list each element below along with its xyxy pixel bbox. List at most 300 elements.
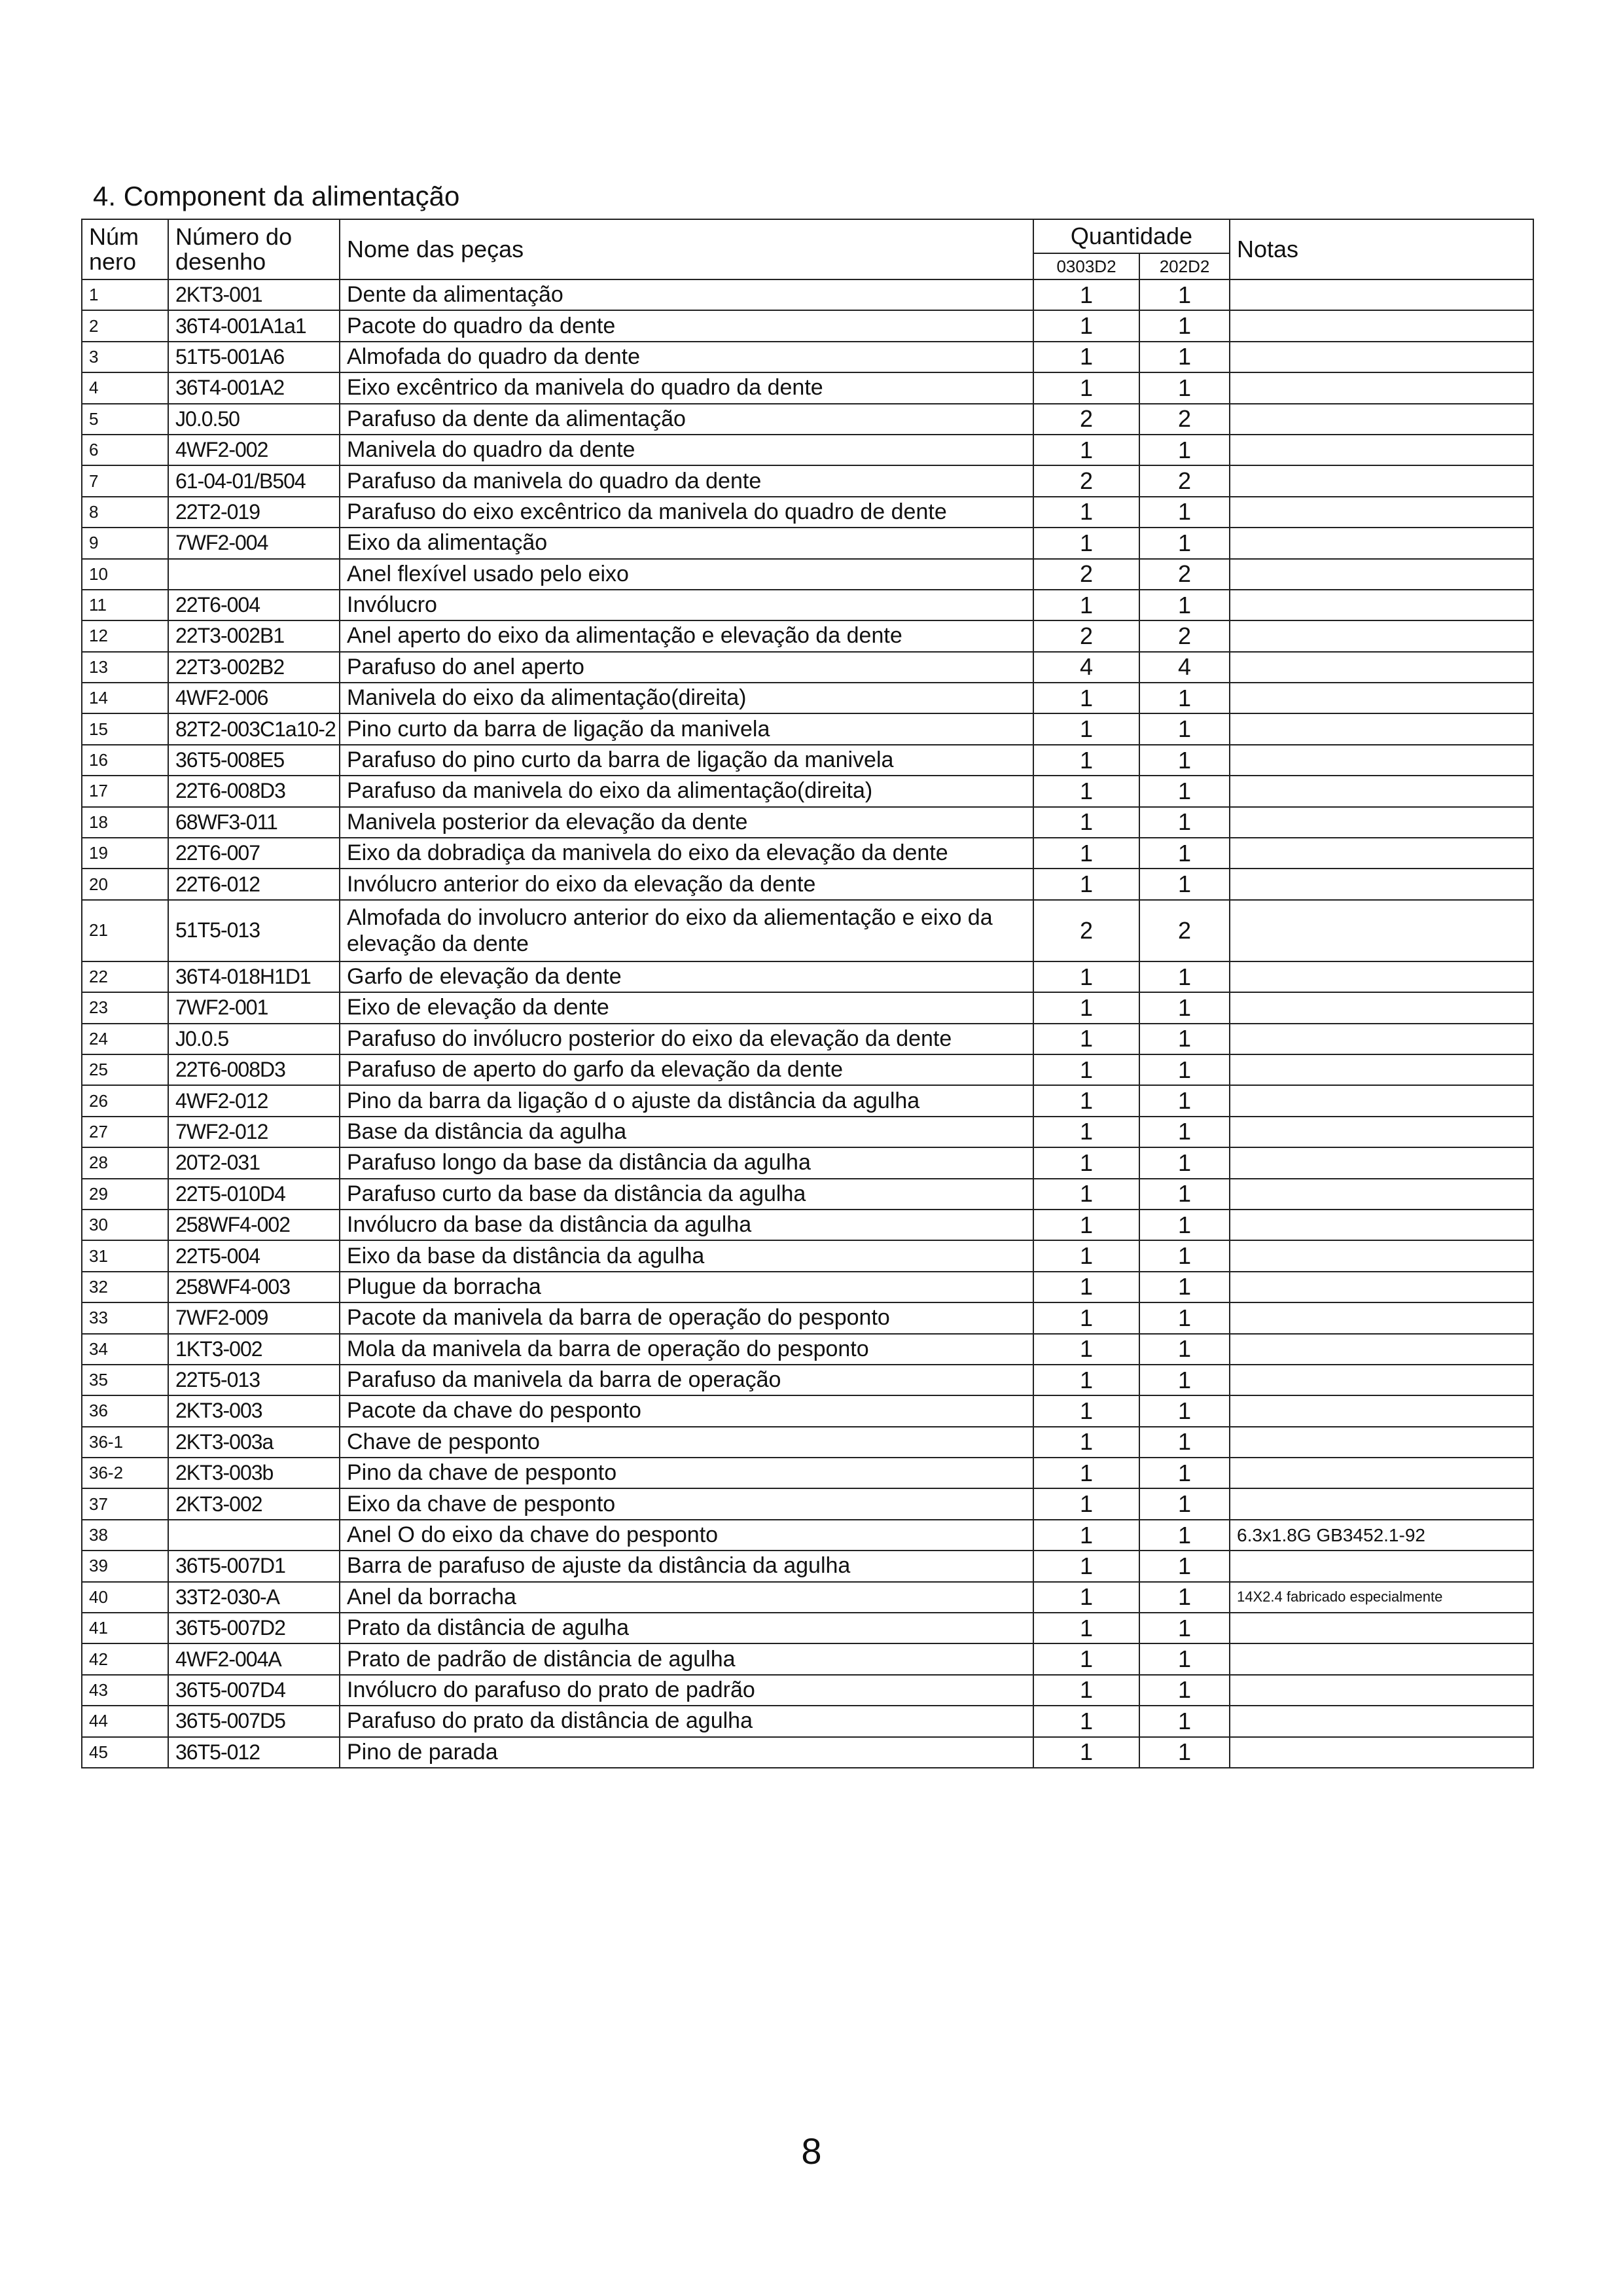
row-number: 9 [82, 528, 168, 558]
notes-cell [1230, 1024, 1533, 1054]
quantity-0303d2: 1 [1033, 1488, 1139, 1519]
drawing-number: 36T4-001A2 [168, 372, 340, 403]
table-row [82, 372, 1533, 403]
table-row [82, 900, 1533, 961]
part-name: Prato da distância de agulha [340, 1613, 1033, 1643]
quantity-202d2: 1 [1139, 310, 1230, 341]
quantity-202d2: 1 [1139, 776, 1230, 806]
part-name: Anel aperto do eixo da alimentação e elevação da dente [340, 620, 1033, 651]
quantity-0303d2: 1 [1033, 1582, 1139, 1613]
notes-cell [1230, 1395, 1533, 1426]
part-name: Dente da alimentação [340, 279, 1033, 310]
quantity-0303d2: 1 [1033, 279, 1139, 310]
quantity-0303d2: 1 [1033, 1395, 1139, 1426]
quantity-202d2: 1 [1139, 1458, 1230, 1488]
quantity-0303d2: 1 [1033, 1365, 1139, 1395]
table-row [82, 559, 1533, 590]
row-number: 20 [82, 869, 168, 899]
quantity-0303d2: 1 [1033, 1179, 1139, 1210]
part-name: Parafuso da manivela do eixo da alimentação(direita) [340, 776, 1033, 806]
drawing-number: J0.0.50 [168, 404, 340, 435]
table-row [82, 1334, 1533, 1365]
table-row [82, 1675, 1533, 1706]
quantity-202d2: 1 [1139, 372, 1230, 403]
quantity-202d2: 1 [1139, 961, 1230, 992]
table-row [82, 838, 1533, 869]
drawing-number [168, 559, 340, 590]
quantity-0303d2: 2 [1033, 465, 1139, 496]
part-name: Chave de pesponto [340, 1427, 1033, 1458]
parts-table [81, 219, 1534, 1768]
row-number: 26 [82, 1085, 168, 1116]
notes-cell [1230, 342, 1533, 372]
row-number: 17 [82, 776, 168, 806]
row-number: 21 [82, 900, 168, 961]
drawing-number: 22T5-004 [168, 1240, 340, 1271]
quantity-202d2: 1 [1139, 745, 1230, 776]
table-row [82, 683, 1533, 713]
notes-cell [1230, 1334, 1533, 1365]
quantity-0303d2: 1 [1033, 1334, 1139, 1365]
part-name: Parafuso da dente da alimentação [340, 404, 1033, 435]
quantity-0303d2: 1 [1033, 776, 1139, 806]
row-number: 36-1 [82, 1427, 168, 1458]
row-number: 33 [82, 1302, 168, 1333]
table-row [82, 1395, 1533, 1426]
column-header-quantity: Quantidade [1033, 219, 1230, 253]
quantity-0303d2: 2 [1033, 620, 1139, 651]
quantity-0303d2: 1 [1033, 1117, 1139, 1147]
part-name: Pino curto da barra de ligação da manivela [340, 713, 1033, 744]
drawing-number: 22T5-010D4 [168, 1179, 340, 1210]
quantity-202d2: 1 [1139, 1488, 1230, 1519]
part-name: Eixo da dobradiça da manivela do eixo da elevação da dente [340, 838, 1033, 869]
quantity-0303d2: 1 [1033, 1737, 1139, 1768]
drawing-number: 7WF2-012 [168, 1117, 340, 1147]
part-name: Almofada do involucro anterior do eixo da aliementação e eixo da elevação da dente [340, 900, 1033, 961]
quantity-0303d2: 1 [1033, 1706, 1139, 1736]
part-name: Parafuso da manivela da barra de operação [340, 1365, 1033, 1395]
row-number: 5 [82, 404, 168, 435]
drawing-number: 22T6-007 [168, 838, 340, 869]
drawing-number: 1KT3-002 [168, 1334, 340, 1365]
drawing-number: 22T5-013 [168, 1365, 340, 1395]
row-number: 18 [82, 807, 168, 838]
quantity-202d2: 1 [1139, 342, 1230, 372]
row-number: 4 [82, 372, 168, 403]
row-number: 31 [82, 1240, 168, 1271]
quantity-202d2: 1 [1139, 1024, 1230, 1054]
table-row [82, 1643, 1533, 1674]
table-row [82, 1240, 1533, 1271]
drawing-number: 36T5-007D2 [168, 1613, 340, 1643]
drawing-number: 2KT3-003b [168, 1458, 340, 1488]
notes-cell [1230, 776, 1533, 806]
part-name: Parafuso do pino curto da barra de ligação da manivela [340, 745, 1033, 776]
drawing-number: 4WF2-004A [168, 1643, 340, 1674]
quantity-202d2: 1 [1139, 1613, 1230, 1643]
table-row [82, 1551, 1533, 1581]
notes-cell [1230, 869, 1533, 899]
table-row [82, 1210, 1533, 1240]
part-name: Anel da borracha [340, 1582, 1033, 1613]
quantity-0303d2: 1 [1033, 528, 1139, 558]
quantity-202d2: 1 [1139, 1582, 1230, 1613]
part-name: Parafuso de aperto do garfo da elevação da dente [340, 1054, 1033, 1085]
drawing-number: 22T6-008D3 [168, 776, 340, 806]
quantity-202d2: 1 [1139, 590, 1230, 620]
table-row [82, 620, 1533, 651]
part-name: Parafuso do eixo excêntrico da manivela do quadro de dente [340, 497, 1033, 528]
row-number: 36 [82, 1395, 168, 1426]
quantity-202d2: 1 [1139, 683, 1230, 713]
row-number: 8 [82, 497, 168, 528]
quantity-0303d2: 1 [1033, 1458, 1139, 1488]
row-number: 13 [82, 652, 168, 683]
notes-cell [1230, 1613, 1533, 1643]
notes-cell [1230, 497, 1533, 528]
notes-cell [1230, 1488, 1533, 1519]
drawing-number: 22T2-019 [168, 497, 340, 528]
table-row [82, 1737, 1533, 1768]
notes-cell [1230, 1427, 1533, 1458]
row-number: 30 [82, 1210, 168, 1240]
table-row [82, 528, 1533, 558]
notes-cell [1230, 652, 1533, 683]
notes-cell [1230, 620, 1533, 651]
notes-cell [1230, 372, 1533, 403]
column-header-num: Núm nero [82, 219, 168, 279]
quantity-202d2: 1 [1139, 435, 1230, 465]
row-number: 45 [82, 1737, 168, 1768]
notes-cell [1230, 1365, 1533, 1395]
part-name: Pacote da manivela da barra de operação do pesponto [340, 1302, 1033, 1333]
notes-cell [1230, 1054, 1533, 1085]
drawing-number: 36T5-007D5 [168, 1706, 340, 1736]
quantity-0303d2: 1 [1033, 1054, 1139, 1085]
part-name: Invólucro da base da distância da agulha [340, 1210, 1033, 1240]
table-row [82, 1054, 1533, 1085]
drawing-number: 36T5-012 [168, 1737, 340, 1768]
quantity-202d2: 1 [1139, 1179, 1230, 1210]
quantity-202d2: 1 [1139, 1147, 1230, 1178]
drawing-number: J0.0.5 [168, 1024, 340, 1054]
quantity-0303d2: 1 [1033, 1643, 1139, 1674]
quantity-0303d2: 1 [1033, 372, 1139, 403]
part-name: Invólucro anterior do eixo da elevação da dente [340, 869, 1033, 899]
table-row [82, 465, 1533, 496]
row-number: 12 [82, 620, 168, 651]
quantity-202d2: 1 [1139, 279, 1230, 310]
quantity-0303d2: 1 [1033, 1427, 1139, 1458]
quantity-0303d2: 1 [1033, 1613, 1139, 1643]
quantity-0303d2: 1 [1033, 745, 1139, 776]
row-number: 35 [82, 1365, 168, 1395]
part-name: Parafuso do prato da distância de agulha [340, 1706, 1033, 1736]
quantity-0303d2: 1 [1033, 961, 1139, 992]
notes-cell [1230, 1210, 1533, 1240]
drawing-number: 4WF2-012 [168, 1085, 340, 1116]
row-number: 28 [82, 1147, 168, 1178]
column-header-part-name: Nome das peças [340, 219, 1033, 279]
quantity-202d2: 1 [1139, 1643, 1230, 1674]
table-row [82, 1085, 1533, 1116]
drawing-number: 4WF2-006 [168, 683, 340, 713]
quantity-202d2: 1 [1139, 497, 1230, 528]
quantity-0303d2: 1 [1033, 1024, 1139, 1054]
quantity-0303d2: 1 [1033, 1085, 1139, 1116]
notes-cell [1230, 590, 1533, 620]
drawing-number: 258WF4-002 [168, 1210, 340, 1240]
table-row [82, 1613, 1533, 1643]
drawing-number: 36T4-001A1a1 [168, 310, 340, 341]
part-name: Anel flexível usado pelo eixo [340, 559, 1033, 590]
notes-cell [1230, 807, 1533, 838]
notes-cell [1230, 310, 1533, 341]
notes-cell [1230, 465, 1533, 496]
table-row [82, 310, 1533, 341]
quantity-202d2: 1 [1139, 1737, 1230, 1768]
drawing-number: 2KT3-002 [168, 1488, 340, 1519]
row-number: 1 [82, 279, 168, 310]
table-row [82, 404, 1533, 435]
table-row [82, 1179, 1533, 1210]
notes-cell [1230, 1147, 1533, 1178]
drawing-number: 22T3-002B1 [168, 620, 340, 651]
quantity-202d2: 1 [1139, 713, 1230, 744]
quantity-202d2: 1 [1139, 992, 1230, 1023]
drawing-number: 2KT3-001 [168, 279, 340, 310]
part-name: Garfo de elevação da dente [340, 961, 1033, 992]
row-number: 29 [82, 1179, 168, 1210]
notes-cell [1230, 404, 1533, 435]
part-name: Pino da chave de pesponto [340, 1458, 1033, 1488]
row-number: 41 [82, 1613, 168, 1643]
column-header-qty-202d2: 202D2 [1139, 253, 1230, 279]
part-name: Manivela do eixo da alimentação(direita) [340, 683, 1033, 713]
drawing-number: 4WF2-002 [168, 435, 340, 465]
row-number: 22 [82, 961, 168, 992]
quantity-0303d2: 1 [1033, 310, 1139, 341]
quantity-202d2: 2 [1139, 465, 1230, 496]
table-row [82, 961, 1533, 992]
table-row [82, 1147, 1533, 1178]
part-name: Eixo da alimentação [340, 528, 1033, 558]
quantity-202d2: 2 [1139, 620, 1230, 651]
quantity-202d2: 1 [1139, 1240, 1230, 1271]
page-number: 8 [801, 2130, 822, 2172]
row-number: 42 [82, 1643, 168, 1674]
notes-cell [1230, 992, 1533, 1023]
quantity-202d2: 1 [1139, 1272, 1230, 1302]
quantity-0303d2: 2 [1033, 900, 1139, 961]
table-row [82, 1365, 1533, 1395]
quantity-0303d2: 4 [1033, 652, 1139, 683]
part-name: Parafuso do invólucro posterior do eixo da elevação da dente [340, 1024, 1033, 1054]
notes-cell [1230, 683, 1533, 713]
notes-cell [1230, 1302, 1533, 1333]
part-name: Parafuso curto da base da distância da agulha [340, 1179, 1033, 1210]
notes-cell [1230, 1737, 1533, 1768]
part-name: Anel O do eixo da chave do pesponto [340, 1520, 1033, 1551]
table-row [82, 279, 1533, 310]
part-name: Parafuso longo da base da distância da agulha [340, 1147, 1033, 1178]
quantity-0303d2: 1 [1033, 1210, 1139, 1240]
quantity-202d2: 1 [1139, 807, 1230, 838]
table-row [82, 992, 1533, 1023]
quantity-0303d2: 1 [1033, 1147, 1139, 1178]
part-name: Invólucro [340, 590, 1033, 620]
column-header-drawing-number: Número do desenho [168, 219, 340, 279]
drawing-number: 22T6-008D3 [168, 1054, 340, 1085]
drawing-number: 82T2-003C1a10-2 [168, 713, 340, 744]
row-number: 14 [82, 683, 168, 713]
notes-cell [1230, 838, 1533, 869]
quantity-0303d2: 1 [1033, 992, 1139, 1023]
row-number: 27 [82, 1117, 168, 1147]
quantity-0303d2: 1 [1033, 807, 1139, 838]
drawing-number: 36T5-008E5 [168, 745, 340, 776]
drawing-number: 7WF2-004 [168, 528, 340, 558]
table-row [82, 652, 1533, 683]
drawing-number: 61-04-01/B504 [168, 465, 340, 496]
notes-cell [1230, 1179, 1533, 1210]
drawing-number: 22T3-002B2 [168, 652, 340, 683]
notes-cell [1230, 1272, 1533, 1302]
section-title: 4. Component da alimentação [93, 181, 460, 211]
notes-cell [1230, 559, 1533, 590]
quantity-202d2: 1 [1139, 1395, 1230, 1426]
table-row [82, 497, 1533, 528]
drawing-number: 22T6-004 [168, 590, 340, 620]
quantity-0303d2: 2 [1033, 404, 1139, 435]
part-name: Mola da manivela da barra de operação do pesponto [340, 1334, 1033, 1365]
notes-cell [1230, 1551, 1533, 1581]
table-row [82, 1272, 1533, 1302]
notes-cell [1230, 745, 1533, 776]
row-number: 37 [82, 1488, 168, 1519]
part-name: Prato de padrão de distância de agulha [340, 1643, 1033, 1674]
part-name: Pino da barra da ligação d o ajuste da distância da agulha [340, 1085, 1033, 1116]
quantity-0303d2: 1 [1033, 683, 1139, 713]
quantity-202d2: 1 [1139, 1085, 1230, 1116]
notes-cell [1230, 1675, 1533, 1706]
notes-cell [1230, 713, 1533, 744]
table-row [82, 869, 1533, 899]
drawing-number: 258WF4-003 [168, 1272, 340, 1302]
table-row [82, 807, 1533, 838]
quantity-202d2: 1 [1139, 1054, 1230, 1085]
quantity-202d2: 1 [1139, 1520, 1230, 1551]
row-number: 10 [82, 559, 168, 590]
row-number: 39 [82, 1551, 168, 1581]
notes-cell [1230, 1706, 1533, 1736]
table-row [82, 1582, 1533, 1613]
row-number: 11 [82, 590, 168, 620]
drawing-number: 51T5-001A6 [168, 342, 340, 372]
quantity-0303d2: 1 [1033, 713, 1139, 744]
notes-cell [1230, 1117, 1533, 1147]
table-row [82, 776, 1533, 806]
row-number: 36-2 [82, 1458, 168, 1488]
part-name: Pacote do quadro da dente [340, 310, 1033, 341]
row-number: 40 [82, 1582, 168, 1613]
notes-cell: 14X2.4 fabricado especialmente [1230, 1582, 1533, 1613]
quantity-0303d2: 1 [1033, 590, 1139, 620]
quantity-202d2: 1 [1139, 1334, 1230, 1365]
row-number: 3 [82, 342, 168, 372]
notes-cell [1230, 279, 1533, 310]
notes-cell [1230, 1643, 1533, 1674]
table-row [82, 1706, 1533, 1736]
table-row [82, 1520, 1533, 1551]
notes-cell [1230, 1458, 1533, 1488]
quantity-202d2: 1 [1139, 1427, 1230, 1458]
quantity-202d2: 1 [1139, 1365, 1230, 1395]
row-number: 2 [82, 310, 168, 341]
row-number: 23 [82, 992, 168, 1023]
part-name: Eixo da base da distância da agulha [340, 1240, 1033, 1271]
part-name: Parafuso do anel aperto [340, 652, 1033, 683]
quantity-0303d2: 2 [1033, 559, 1139, 590]
quantity-202d2: 1 [1139, 1302, 1230, 1333]
quantity-0303d2: 1 [1033, 838, 1139, 869]
quantity-0303d2: 1 [1033, 1520, 1139, 1551]
part-name: Eixo excêntrico da manivela do quadro da dente [340, 372, 1033, 403]
quantity-202d2: 1 [1139, 528, 1230, 558]
part-name: Plugue da borracha [340, 1272, 1033, 1302]
quantity-0303d2: 1 [1033, 1551, 1139, 1581]
drawing-number: 51T5-013 [168, 900, 340, 961]
row-number: 44 [82, 1706, 168, 1736]
part-name: Base da distância da agulha [340, 1117, 1033, 1147]
notes-cell [1230, 900, 1533, 961]
row-number: 34 [82, 1334, 168, 1365]
table-row [82, 435, 1533, 465]
quantity-202d2: 1 [1139, 869, 1230, 899]
drawing-number: 2KT3-003a [168, 1427, 340, 1458]
table-row [82, 1488, 1533, 1519]
quantity-202d2: 1 [1139, 1551, 1230, 1581]
table-row [82, 342, 1533, 372]
notes-cell [1230, 435, 1533, 465]
part-name: Barra de parafuso de ajuste da distância da agulha [340, 1551, 1033, 1581]
quantity-202d2: 1 [1139, 1117, 1230, 1147]
quantity-202d2: 2 [1139, 404, 1230, 435]
drawing-number: 36T4-018H1D1 [168, 961, 340, 992]
quantity-0303d2: 1 [1033, 869, 1139, 899]
quantity-202d2: 1 [1139, 1210, 1230, 1240]
table-row [82, 1117, 1533, 1147]
notes-cell [1230, 528, 1533, 558]
part-name: Almofada do quadro da dente [340, 342, 1033, 372]
quantity-202d2: 4 [1139, 652, 1230, 683]
quantity-0303d2: 1 [1033, 1272, 1139, 1302]
quantity-0303d2: 1 [1033, 342, 1139, 372]
drawing-number: 7WF2-001 [168, 992, 340, 1023]
parts-table-body [82, 279, 1533, 1768]
quantity-202d2: 1 [1139, 838, 1230, 869]
notes-cell [1230, 1240, 1533, 1271]
drawing-number [168, 1520, 340, 1551]
table-row [82, 713, 1533, 744]
part-name: Eixo da chave de pesponto [340, 1488, 1033, 1519]
row-number: 7 [82, 465, 168, 496]
part-name: Pino de parada [340, 1737, 1033, 1768]
drawing-number: 36T5-007D1 [168, 1551, 340, 1581]
drawing-number: 68WF3-011 [168, 807, 340, 838]
quantity-0303d2: 1 [1033, 435, 1139, 465]
